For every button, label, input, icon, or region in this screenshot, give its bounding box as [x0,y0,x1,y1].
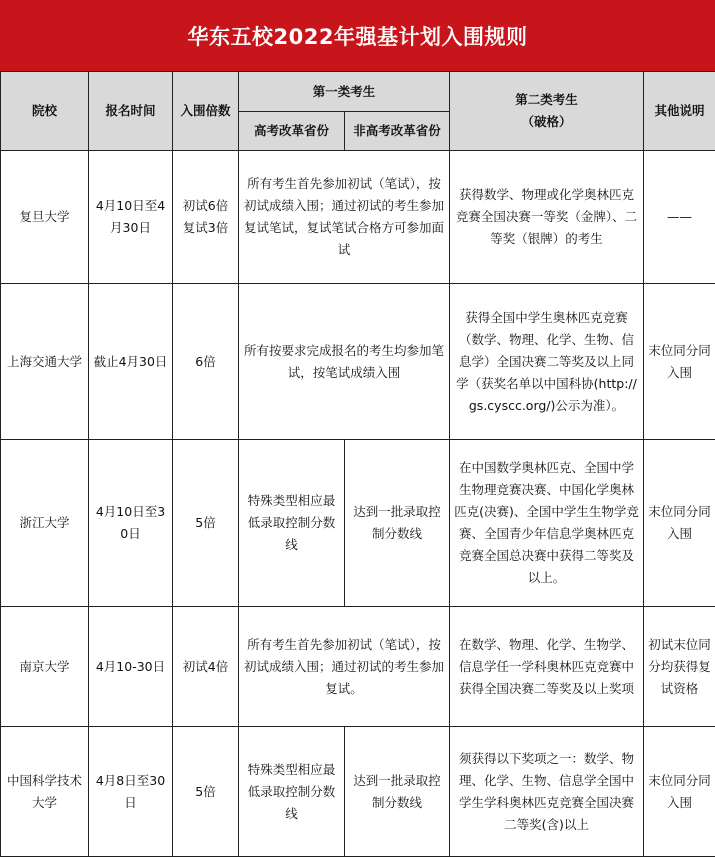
signup-time: 4月10日至4月30日 [89,151,173,284]
school-name: 上海交通大学 [1,284,89,440]
header-category-2-line1: 第二类考生 [515,92,578,107]
header-signup-time: 报名时间 [89,72,173,151]
category-1-rule: 所有考生首先参加初试（笔试），按初试成绩入围；通过初试的考生参加复试笔试，复试笔试合格方可参加面试 [239,151,450,284]
multiple-line: 复试3倍 [182,220,229,235]
signup-time: 4月10-30日 [89,607,173,727]
table-row [1,151,715,284]
category-1-rule: 所有按要求完成报名的考生均参加笔试，按笔试成绩入围 [239,284,450,440]
school-name: 复旦大学 [1,151,89,284]
admission-multiple: 5倍 [173,727,239,857]
other-notes: 末位同分同入围 [644,727,715,857]
page-title: 华东五校2022年强基计划入围规则 [0,0,715,71]
other-notes: 末位同分同入围 [644,284,715,440]
category-2-rule: 在数学、物理、化学、生物学、信息学任一学科奥林匹克竞赛中获得全国决赛二等奖及以上奖项 [450,607,644,727]
other-notes: 末位同分同入围 [644,440,715,607]
header-category-1: 第一类考生 [239,72,450,112]
other-notes: 初试末位同分均获得复试资格 [644,607,715,727]
table-row [1,727,715,857]
header-reform-provinces: 高考改革省份 [239,112,345,151]
table-row [1,440,715,607]
multiple-line: 初试6倍 [182,198,229,213]
category-1-nonreform-rule: 达到一批录取控制分数线 [345,727,450,857]
admission-multiple: 5倍 [173,440,239,607]
other-notes: —— [644,151,715,284]
admission-multiple: 6倍 [173,284,239,440]
header-other-notes: 其他说明 [644,72,715,151]
category-1-reform-rule: 特殊类型相应最低录取控制分数线 [239,727,345,857]
signup-time: 截止4月30日 [89,284,173,440]
school-name: 中国科学技术大学 [1,727,89,857]
category-1-rule: 所有考生首先参加初试（笔试），按初试成绩入围；通过初试的考生参加复试。 [239,607,450,727]
header-admission-multiple: 入围倍数 [173,72,239,151]
table-row [1,284,715,440]
category-2-rule: 须获得以下奖项之一：数学、物理、化学、生物、信息学全国中学生学科奥林匹克竞赛全国决赛二等奖(含)以上 [450,727,644,857]
signup-time: 4月8日至30日 [89,727,173,857]
admission-multiple: 初试4倍 [173,607,239,727]
school-name: 浙江大学 [1,440,89,607]
admission-multiple [173,151,239,284]
header-school: 院校 [1,72,89,151]
signup-time: 4月10日至30日 [89,440,173,607]
header-nonreform-provinces: 非高考改革省份 [345,112,450,151]
rules-table [0,71,715,857]
table-row [1,607,715,727]
school-name: 南京大学 [1,607,89,727]
header-category-2-line2: （破格） [521,114,572,129]
category-2-rule: 在中国数学奥林匹克、全国中学生物理竞赛决赛、中国化学奥林匹克(决赛)、全国中学生生物学竞赛、全国青少年信息学奥林匹克竞赛全国总决赛中获得二等奖及以上。 [450,440,644,607]
category-1-reform-rule: 特殊类型相应最低录取控制分数线 [239,440,345,607]
category-2-rule: 获得全国中学生奥林匹克竞赛（数学、物理、化学、生物、信息学）全国决赛二等奖及以上同学（获奖名单以中国科协(http://gs.cyscc.org/)公示为准）。 [450,284,644,440]
header-category-2 [450,72,644,151]
category-1-nonreform-rule: 达到一批录取控制分数线 [345,440,450,607]
category-2-rule: 获得数学、物理或化学奥林匹克竞赛全国决赛一等奖（金牌）、二等奖（银牌）的考生 [450,151,644,284]
